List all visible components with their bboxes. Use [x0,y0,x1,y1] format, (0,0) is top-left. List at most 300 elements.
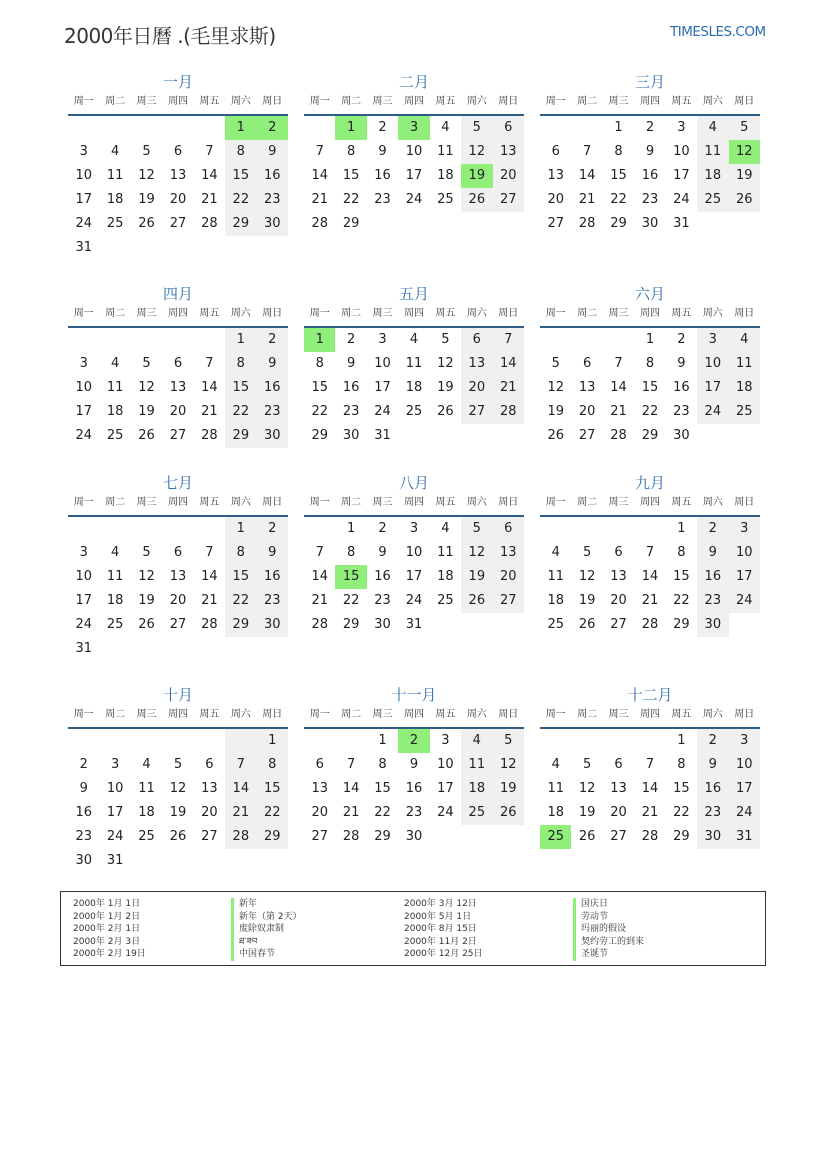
day-cell: 14 [201,380,218,395]
week-row [304,212,524,236]
day-cell: 28 [311,216,328,231]
day-cell: 31 [405,617,423,632]
day-cell: 30 [257,613,288,637]
day-cell: 23 [257,589,288,613]
day-cell: 25 [461,801,492,825]
empty-day-cell [99,637,130,661]
week-row [68,352,288,376]
day-cell: 31 [673,216,690,231]
month-title: 一月 [162,73,193,91]
day-cell: 27 [578,428,596,443]
day-cell: 12 [578,781,596,796]
day-cell: 4 [110,356,120,371]
day-cell: 21 [201,404,218,419]
day-cell: 7 [614,356,623,371]
day-cell: 10 [697,352,728,376]
day-cell: 4 [441,120,450,135]
day-cell: 25 [106,617,124,632]
weekday-label: 周三 [136,308,157,319]
empty-day-cell [257,236,288,260]
day-cell: 15 [673,569,690,584]
day-cell: 16 [257,565,288,589]
day-cell: 16 [405,781,423,796]
day-cell: 23 [697,801,728,825]
day-cell: 24 [729,801,760,825]
weekday-label: 周一 [73,96,94,107]
day-cell: 17 [75,192,92,207]
weekday-header [540,306,760,328]
day-cell: 10 [106,781,124,796]
day-cell: 29 [257,825,288,849]
empty-day-cell [571,729,602,753]
empty-day-cell [162,517,193,541]
weekday-label: 周四 [639,709,660,720]
weekday-label: 周五 [671,709,692,720]
day-cell: 11 [138,781,155,796]
day-cell: 23 [405,805,423,820]
weekday-label: 周三 [372,709,393,720]
week-row [540,825,760,849]
week-row [68,164,288,188]
day-cell: 11 [437,144,454,159]
week-row [304,424,524,448]
month-title: 三月 [634,73,665,91]
day-cell: 28 [641,617,659,632]
week-row [304,565,524,589]
empty-day-cell [461,212,492,236]
day-cell: 16 [342,380,360,395]
day-cell: 13 [578,380,596,395]
month-block [540,72,760,236]
day-cell: 8 [257,753,288,777]
empty-day-cell [493,212,524,236]
empty-day-cell [729,212,760,236]
weekday-label: 周六 [230,308,251,319]
day-cell: 29 [673,617,690,632]
weekday-label: 周三 [372,497,393,508]
day-cell: 1 [225,517,256,541]
weekday-label: 周五 [435,308,456,319]
day-cell: 30 [641,216,659,231]
month-title: 九月 [634,474,665,492]
day-cell: 22 [225,589,256,613]
weekday-header [304,94,524,116]
day-cell: 27 [201,829,218,844]
day-cell: 3 [697,328,728,352]
day-cell: 26 [578,829,596,844]
empty-day-cell [430,825,461,849]
day-cell: 21 [311,192,328,207]
empty-day-cell [225,849,256,873]
month-title: 十月 [162,686,193,704]
day-cell: 29 [641,428,659,443]
day-cell: 26 [578,617,596,632]
day-cell: 27 [610,829,627,844]
legend-date: 2000年 5月 1日 [404,911,472,922]
weekday-label: 周二 [341,709,362,720]
week-row [540,212,760,236]
empty-day-cell [634,517,665,541]
weekday-label: 周二 [105,96,126,107]
weekday-label: 周六 [702,709,723,720]
day-cell: 31 [374,428,391,443]
day-cell: 5 [142,545,151,560]
weekday-label: 周二 [577,709,598,720]
empty-day-cell [194,116,225,140]
day-cell: 15 [342,168,360,183]
day-cell: 7 [645,757,655,772]
empty-day-cell [398,424,429,448]
day-cell: 14 [311,168,328,183]
day-cell: 25 [540,825,571,849]
day-cell: 10 [405,545,423,560]
week-row [540,140,760,164]
day-cell: 9 [677,356,686,371]
week-row [68,424,288,448]
weekday-label: 周一 [545,709,566,720]
day-cell: 5 [729,116,760,140]
weekday-label: 周日 [262,96,283,107]
empty-day-cell [194,729,225,753]
empty-day-cell [430,212,461,236]
empty-day-cell [162,328,193,352]
day-cell: 21 [201,192,218,207]
empty-day-cell [162,637,193,661]
day-cell: 11 [697,140,728,164]
weekday-label: 周六 [466,497,487,508]
day-cell: 18 [547,593,564,608]
day-cell: 21 [578,192,596,207]
day-cell: 5 [551,356,560,371]
weekday-label: 周四 [167,497,188,508]
day-cell: 30 [697,613,728,637]
day-cell: 23 [697,589,728,613]
day-cell: 12 [493,753,524,777]
day-cell: 28 [493,400,524,424]
week-row [304,116,524,140]
day-cell: 21 [493,376,524,400]
day-cell: 9 [257,541,288,565]
day-cell: 26 [461,589,492,613]
weekday-label: 周三 [608,96,629,107]
day-cell: 4 [142,757,151,772]
empty-day-cell [304,517,335,541]
day-cell: 6 [551,144,560,159]
weekday-label: 周六 [230,709,251,720]
empty-day-cell [540,116,571,140]
day-cell: 6 [173,144,183,159]
day-cell: 27 [169,216,187,231]
week-row [304,777,524,801]
day-cell: 19 [578,593,596,608]
day-cell: 1 [225,328,256,352]
weekday-label: 周六 [466,709,487,720]
day-cell: 26 [138,216,155,231]
weekday-label: 周一 [545,308,566,319]
day-cell: 14 [201,569,218,584]
week-row [540,613,760,637]
day-cell: 2 [697,517,728,541]
empty-day-cell [729,613,760,637]
day-cell: 19 [138,404,155,419]
empty-day-cell [99,328,130,352]
day-cell: 3 [79,356,88,371]
day-cell: 6 [173,545,183,560]
day-cell: 13 [547,168,564,183]
month-block [540,284,760,448]
weekday-label: 周四 [167,96,188,107]
week-row [304,188,524,212]
day-cell: 20 [169,404,187,419]
empty-day-cell [540,328,571,352]
day-cell: 21 [311,593,328,608]
day-cell: 24 [405,192,423,207]
day-cell: 7 [493,328,524,352]
day-cell: 4 [409,332,419,347]
day-cell: 5 [142,144,151,159]
day-cell: 1 [677,733,686,748]
day-cell: 21 [610,404,627,419]
day-cell: 17 [405,168,423,183]
day-cell: 2 [645,120,655,135]
day-cell: 17 [729,777,760,801]
day-cell: 28 [225,825,256,849]
day-cell: 15 [225,376,256,400]
day-cell: 2 [378,521,387,536]
weekday-label: 周四 [639,96,660,107]
day-cell: 7 [225,753,256,777]
weekday-label: 周三 [608,308,629,319]
day-cell: 1 [304,328,335,352]
week-row [304,729,524,753]
day-cell: 3 [729,729,760,753]
day-cell: 26 [461,188,492,212]
day-cell: 25 [547,617,564,632]
day-cell: 27 [493,589,524,613]
day-cell: 30 [75,853,92,868]
empty-day-cell [493,424,524,448]
empty-day-cell [603,328,634,352]
day-cell: 27 [169,617,187,632]
day-cell: 11 [437,545,454,560]
day-cell: 20 [578,404,596,419]
empty-day-cell [131,729,162,753]
weekday-label: 周日 [734,96,755,107]
legend-date: 2000年 3月 12日 [404,899,477,909]
legend-date: 2000年 1月 2日 [73,911,141,922]
day-cell: 7 [582,144,592,159]
day-cell: 22 [342,192,360,207]
week-row [540,352,760,376]
day-cell: 3 [677,120,686,135]
day-cell: 18 [106,593,124,608]
day-cell: 11 [461,753,492,777]
empty-day-cell [99,729,130,753]
empty-day-cell [257,849,288,873]
day-cell: 20 [493,164,524,188]
week-row [68,825,288,849]
day-cell: 26 [169,829,187,844]
month-title: 十二月 [627,686,673,704]
day-cell: 24 [75,617,92,632]
day-cell: 29 [225,424,256,448]
empty-day-cell [304,116,335,140]
day-cell: 2 [398,729,429,753]
legend-holiday-name: 新年 [239,899,258,909]
day-cell: 31 [75,641,92,656]
empty-day-cell [697,424,728,448]
day-cell: 13 [311,781,328,796]
day-cell: 20 [169,593,187,608]
weekday-label: 周五 [671,497,692,508]
day-cell: 23 [257,188,288,212]
day-cell: 11 [547,569,564,584]
day-cell: 16 [697,565,728,589]
day-cell: 9 [697,541,728,565]
day-cell: 17 [106,805,124,820]
day-cell: 20 [201,805,218,820]
day-cell: 27 [311,829,328,844]
empty-day-cell [367,212,398,236]
weekday-header [304,495,524,517]
week-row [68,116,288,140]
legend-holiday-name: 契约劳工的到来 [581,936,645,947]
empty-day-cell [430,613,461,637]
empty-day-cell [430,424,461,448]
weekday-label: 周四 [639,308,660,319]
day-cell: 12 [437,356,454,371]
day-cell: 10 [405,144,423,159]
day-cell: 13 [169,168,187,183]
weekday-label: 周五 [671,96,692,107]
day-cell: 11 [405,356,423,371]
empty-day-cell [131,328,162,352]
week-row [304,376,524,400]
day-cell: 13 [493,140,524,164]
empty-day-cell [697,212,728,236]
week-row [68,188,288,212]
day-cell: 17 [697,376,728,400]
day-cell: 1 [257,729,288,753]
weekday-label: 周六 [702,497,723,508]
weekday-label: 周三 [372,308,393,319]
day-cell: 30 [405,829,423,844]
week-row [540,424,760,448]
day-cell: 28 [201,428,218,443]
legend-date: 2000年 2月 19日 [73,949,146,960]
day-cell: 7 [645,545,655,560]
day-cell: 2 [346,332,356,347]
week-row [68,589,288,613]
day-cell: 12 [578,569,596,584]
weekday-header [68,707,288,729]
week-row [68,212,288,236]
day-cell: 2 [257,328,288,352]
site-logo[interactable]: TIMESLES.COM [670,24,766,40]
day-cell: 14 [641,781,659,796]
day-cell: 10 [729,753,760,777]
day-cell: 5 [441,332,450,347]
week-row [540,328,760,352]
weekday-header [68,94,288,116]
day-cell: 3 [378,332,387,347]
weekday-label: 周三 [136,96,157,107]
day-cell: 29 [225,613,256,637]
day-cell: 27 [610,617,627,632]
day-cell: 26 [437,404,454,419]
day-cell: 18 [405,380,423,395]
month-block [68,473,288,661]
weekday-label: 周二 [341,497,362,508]
week-row [68,236,288,260]
weekday-label: 周日 [262,709,283,720]
day-cell: 20 [461,376,492,400]
weekday-label: 周一 [545,96,566,107]
day-cell: 2 [257,116,288,140]
weekday-label: 周四 [403,96,424,107]
day-cell: 1 [346,521,356,536]
month-block [304,284,524,448]
legend-holiday-name: 废除奴隶制 [239,924,285,935]
day-cell: 21 [201,593,218,608]
weekday-label: 周三 [608,497,629,508]
day-cell: 30 [374,617,391,632]
day-cell: 20 [493,565,524,589]
legend-date: 2000年 12月 25日 [404,949,483,960]
day-cell: 15 [610,168,627,183]
day-cell: 3 [729,517,760,541]
day-cell: 19 [547,404,564,419]
week-row [540,400,760,424]
day-cell: 22 [311,404,328,419]
month-title: 四月 [162,285,193,303]
day-cell: 15 [335,565,366,589]
day-cell: 4 [551,545,560,560]
day-cell: 4 [110,545,120,560]
day-cell: 29 [342,216,360,231]
day-cell: 19 [493,777,524,801]
day-cell: 3 [79,144,88,159]
empty-day-cell [225,637,256,661]
day-cell: 8 [225,352,256,376]
day-cell: 25 [138,829,155,844]
day-cell: 27 [461,400,492,424]
day-cell: 23 [75,829,92,844]
day-cell: 30 [342,428,360,443]
day-cell: 6 [582,356,592,371]
week-row [68,541,288,565]
weekday-label: 周二 [577,96,598,107]
day-cell: 16 [374,569,391,584]
day-cell: 14 [201,168,218,183]
day-cell: 11 [729,352,760,376]
week-row [68,801,288,825]
week-row [68,613,288,637]
day-cell: 28 [610,428,627,443]
month-block [540,473,760,637]
day-cell: 7 [315,144,324,159]
day-cell: 10 [75,168,92,183]
week-row [540,801,760,825]
weekday-label: 周五 [199,308,220,319]
weekday-label: 周五 [671,308,692,319]
weekday-label: 周四 [167,308,188,319]
month-block [68,284,288,448]
day-cell: 19 [461,565,492,589]
empty-day-cell [99,517,130,541]
legend-date: 2000年 1月 1日 [73,899,141,909]
empty-day-cell [194,236,225,260]
